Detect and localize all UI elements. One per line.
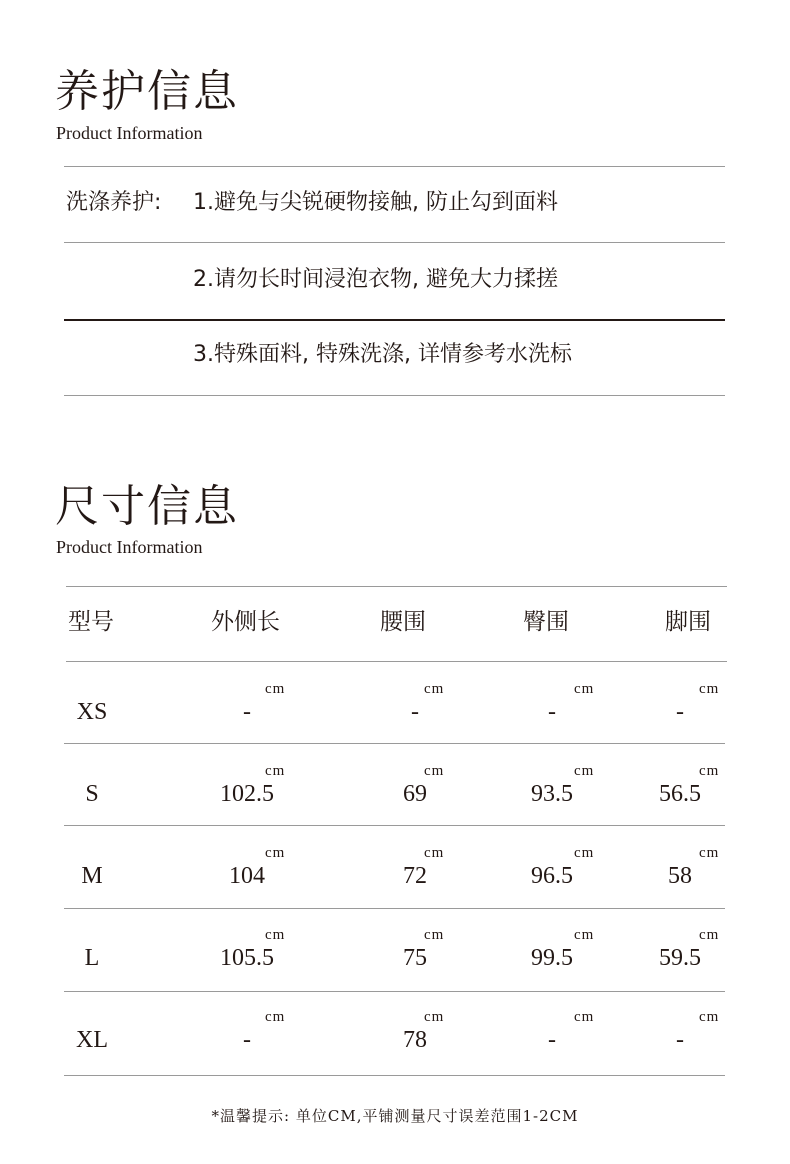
size-label: L (84, 945, 100, 971)
header-size: 型号 (68, 609, 114, 635)
value-waist: 78 (403, 1027, 427, 1053)
table-top-border (66, 586, 727, 587)
size-subtitle: Product Information (56, 537, 203, 557)
divider (64, 166, 725, 167)
size-label: M (81, 863, 103, 889)
value-hip: 99.5 (531, 945, 573, 971)
value-hip: - (548, 699, 556, 725)
table-divider (64, 908, 725, 909)
value-outseam: 102.5 (220, 781, 274, 807)
value-waist: - (411, 699, 419, 725)
care-subtitle: Product Information (56, 123, 203, 143)
unit-label: cm (265, 845, 286, 861)
divider (64, 319, 725, 321)
unit-label: cm (574, 763, 595, 779)
value-hip: 96.5 (531, 863, 573, 889)
care-item-3: 3.特殊面料, 特殊洗涤, 详情参考水洗标 (193, 342, 572, 367)
size-title: 尺寸信息 (55, 481, 239, 532)
unit-label: cm (574, 681, 595, 697)
divider (64, 395, 725, 396)
header-hip: 臀围 (523, 609, 569, 635)
unit-label: cm (574, 1009, 595, 1025)
care-label: 洗涤养护: (66, 190, 162, 215)
value-outseam: - (243, 1027, 251, 1053)
size-label: S (85, 781, 99, 807)
footnote: *温馨提示: 单位CM,平铺测量尺寸误差范围1-2CM (211, 1107, 579, 1125)
unit-label: cm (424, 763, 445, 779)
unit-label: cm (424, 1009, 445, 1025)
unit-label: cm (424, 927, 445, 943)
divider (64, 242, 725, 243)
value-hip: - (548, 1027, 556, 1053)
care-title: 养护信息 (55, 66, 239, 117)
value-outseam: - (243, 699, 251, 725)
table-divider (64, 825, 725, 826)
value-outseam: 105.5 (220, 945, 274, 971)
unit-label: cm (699, 927, 720, 943)
value-hem: 56.5 (659, 781, 701, 807)
table-bottom-border (64, 1075, 725, 1076)
unit-label: cm (699, 681, 720, 697)
header-outseam: 外侧长 (211, 609, 280, 635)
unit-label: cm (699, 1009, 720, 1025)
unit-label: cm (699, 845, 720, 861)
value-waist: 75 (403, 945, 427, 971)
value-waist: 69 (403, 781, 427, 807)
table-divider (66, 661, 727, 662)
unit-label: cm (265, 681, 286, 697)
size-label: XS (76, 699, 108, 725)
care-item-1: 1.避免与尖锐硬物接触, 防止勾到面料 (193, 190, 558, 215)
unit-label: cm (699, 763, 720, 779)
value-hem: 59.5 (659, 945, 701, 971)
unit-label: cm (424, 845, 445, 861)
value-hip: 93.5 (531, 781, 573, 807)
header-hem: 脚围 (665, 609, 711, 635)
value-waist: 72 (403, 863, 427, 889)
header-waist: 腰围 (380, 609, 426, 635)
unit-label: cm (265, 763, 286, 779)
care-item-2: 2.请勿长时间浸泡衣物, 避免大力揉搓 (193, 267, 558, 292)
value-outseam: 104 (229, 863, 265, 889)
size-label: XL (76, 1027, 108, 1053)
table-divider (64, 743, 725, 744)
unit-label: cm (424, 681, 445, 697)
unit-label: cm (574, 845, 595, 861)
unit-label: cm (265, 1009, 286, 1025)
unit-label: cm (574, 927, 595, 943)
value-hem: - (676, 699, 684, 725)
table-divider (64, 991, 725, 992)
value-hem: - (676, 1027, 684, 1053)
unit-label: cm (265, 927, 286, 943)
value-hem: 58 (668, 863, 692, 889)
